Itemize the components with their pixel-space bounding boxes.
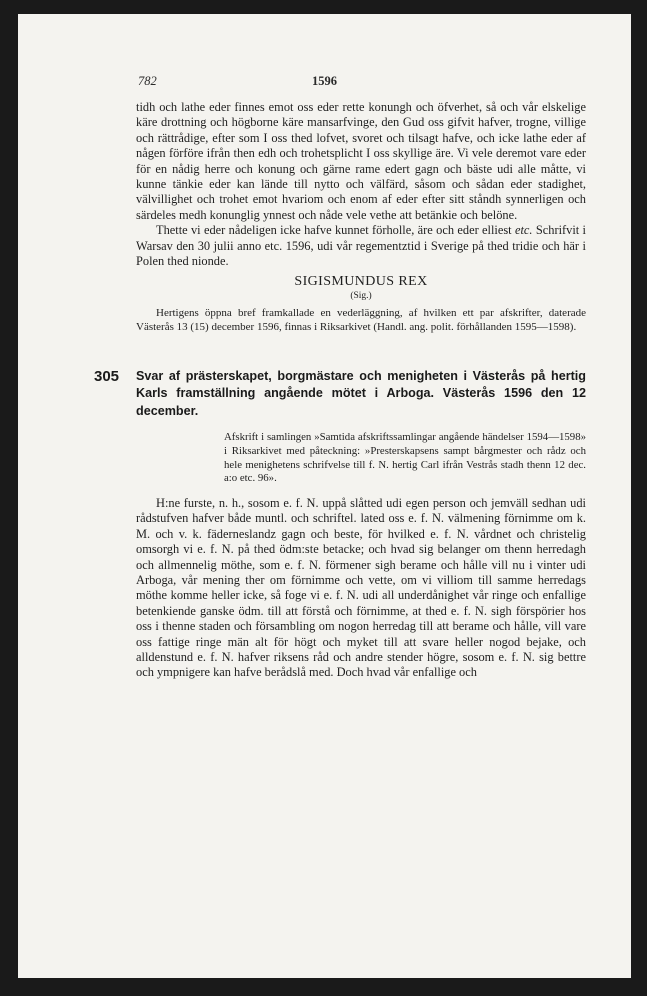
letter-paragraph-2 bbox=[136, 223, 586, 269]
document-text: H:ne furste, n. h., sosom e. f. N. uppå slåtted udi egen person och jemväll sedhan udi rådstufven hafver både muntl. och schriftel. lated oss e. f. N. välmening förnimme om k. M. och v. k. fäderneslandz gagn och beste, för hvilked e. f. N. vårdnet och christelig omsorgh vi e. f. N. på thed ödm:ste betacke; och hvad sig belanger om thenn herredagh och allmennelig möthe, som e. f. N. förmener sigh berame och hålle vill nu i vinter udi Arboga, vår mening ther om förnimme och vette, om vi villiom till samme herredags möthe komme heller icke, så foge vi e. f. N. udi all underdånighet vår ringe och enfallige betenkiende ganske ödm. till att förstå och förnimme, at thed e. f. N. sigh förspörier hos oss i thenne staden och försambling om nogon herredag till att berame och hålle, vill vare oss fattige ringe män alt för högt och myket till att svare heller nogod bejake, och alldenstund e. f. N. hafver riksens råd och andre stender högre, sosom e. f. N. sig bettre och ympnigere kan hafve berådslå med. Doch hvad vår enfallige och bbox=[136, 495, 586, 680]
page-header bbox=[18, 74, 631, 92]
page-body bbox=[94, 100, 586, 681]
letter-paragraph-1: tidh och lathe eder finnes emot oss eder rette konungh och öfverhet, så och vår elskelige käre drottning och högborne käre mansarfvinge, den Gud oss gifvit hafver, trogne, villige och rättrådige, efter som I oss thed lofvet, svoret och tilsagt hafve, och icke lathe eder af någen förföre ifrån then edh och trohetsplicht I oss skyllige äre. Vi vele deremot vare eder för en nådig herre och konung och gärne rame edert gagn och bäste udi alle måtte, vi kunne tänkie eder kan lände till nytto och välfärd, såsom och sådan eder stadighet, välvillighet och trohet emot hvariom och enom af eder efter sitt ståndh synnerligen och särdeles medh konunglig ynnest och nåde vele vethe att betänkie och belöne. bbox=[136, 100, 586, 222]
archive-note: Hertigens öppna bref framkallade en vederläggning, af hvilken ett par afskrifter, daterade Västerås 13 (15) december 1596, finnas i Riksarkivet (Handl. ang. polit. förhållanden 1595—1598). bbox=[136, 307, 586, 334]
document-entry bbox=[94, 367, 586, 681]
page-number: 782 bbox=[138, 74, 157, 88]
letter-paragraph-2-end: Schrifvit i Warsav den 30 julii anno etc. 1596, udi vår regementztid i Sverige på thed tridie och här i Polen thed nionde. bbox=[136, 223, 586, 269]
source-note: Afskrift i samlingen »Samtida afskriftssamlingar angående händelser 1594—1598» i Riksarkivet med påteckning: »Presterskapsens sampt bårgmester och rådz och hele menighetens schrifvelse till f. N. hertig Carl ifrån Vestrås stadh thenn 12 dec. a:o etc. 96». bbox=[224, 431, 586, 485]
etc-italic: etc. bbox=[514, 223, 533, 238]
document-title: Svar af prästerskapet, borgmästare och menigheten i Västerås på hertig Karls framställning angående mötet i Arboga. Västerås 1596 den 12 december. bbox=[136, 368, 586, 418]
running-head-year: 1596 bbox=[312, 74, 337, 88]
book-page bbox=[18, 14, 631, 978]
letter-paragraph-2-start: Thette vi eder nådeligen icke hafve kunnet förholle, äre och eder elliest bbox=[156, 223, 515, 238]
signature-note: (Sig.) bbox=[350, 291, 372, 302]
document-number: 305 bbox=[94, 367, 120, 385]
signature: SIGISMUNDUS REX bbox=[294, 274, 428, 290]
